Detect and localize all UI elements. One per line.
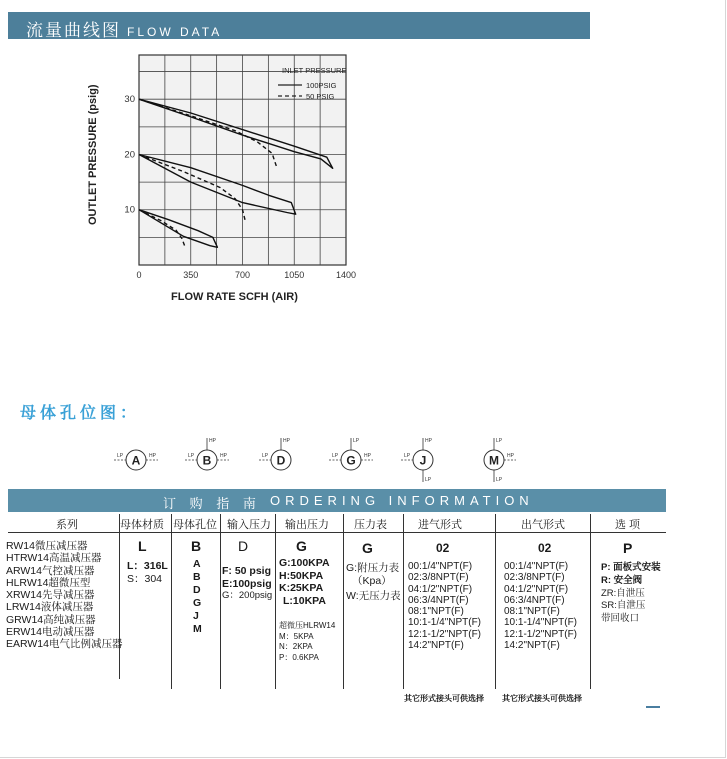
outlet-pressure-sub (279, 621, 335, 663)
inlet-form-item: 02:3/8NPT(F) (408, 572, 469, 584)
inlet-form-list (408, 561, 481, 651)
port-item: G (193, 597, 202, 609)
port-label: HP (283, 438, 290, 444)
header-gauge: 压力表 (354, 519, 387, 531)
outlet-form-item: 14:2"NPT(F) (504, 640, 560, 652)
title-en: FLOW DATA (127, 25, 223, 39)
x-tick-label: 1400 (335, 270, 357, 280)
title-cn: 流量曲线图 (26, 21, 121, 40)
port-diagram-j (401, 438, 433, 483)
header-port-position: 母体孔位 (173, 519, 217, 531)
outlet-form-item: 02:3/8NPT(F) (504, 572, 565, 584)
options-item: SR:自泄压 (601, 600, 646, 612)
ordering-title-en: ORDERING INFORMATION (270, 493, 534, 508)
port-item: D (193, 584, 201, 596)
outlet-form-list (504, 561, 577, 651)
x-tick-label: 350 (183, 270, 199, 280)
port-diagram-m (484, 438, 516, 483)
material-item: L：316L (127, 560, 168, 572)
outlet-pressure-item: G:100KPA (279, 557, 330, 569)
inlet-pressure-code: D (238, 538, 249, 554)
y-tick-label: 10 (124, 204, 135, 216)
outlet-pressure-sub-title: 超微压HLRW14 (279, 621, 336, 630)
outlet-note: 其它形式接头可供选择 (502, 694, 582, 703)
port-item: M (193, 623, 202, 635)
inlet-pressure-item: E:100psig (222, 577, 272, 590)
port-label: HP (364, 453, 371, 459)
port-diagram-b (185, 438, 229, 470)
header-underline (8, 532, 666, 533)
outlet-pressure-item: K:25KPA (279, 582, 324, 594)
port-item: A (193, 558, 201, 570)
port-label: LP (188, 453, 195, 459)
header-outlet-form: 出气形式 (521, 519, 565, 531)
port-code: B (191, 538, 202, 554)
legend-title: INLET PRESSURE (282, 66, 347, 75)
gauge-item: （Kpa） (352, 574, 392, 587)
header-options: 选 项 (615, 519, 641, 531)
material-item: S：304 (127, 573, 163, 585)
series-item: XRW14先导减压器 (6, 589, 95, 602)
outlet-form-item: 08:1"NPT(F) (504, 606, 560, 618)
port-letter: A (131, 453, 141, 468)
inlet-form-item: 12:1-1/2"NPT(F) (408, 628, 482, 640)
col-sep-2 (171, 514, 172, 689)
outlet-form-item: 00:1/4"NPT(F) (504, 561, 569, 572)
port-label: LP (496, 477, 503, 483)
x-tick-label: 0 (136, 270, 142, 280)
series-item: LRW14液体减压器 (6, 601, 94, 614)
header-outlet-pressure: 输出压力 (285, 519, 329, 531)
options-item: ZR:自泄压 (601, 587, 645, 599)
series-item: HLRW14超微压型 (6, 576, 91, 589)
gauge-item: W:无压力表 (346, 590, 401, 602)
ordering-title-cn: 订 购 指 南 (163, 496, 261, 511)
port-label: LP (332, 453, 339, 459)
port-letter: M (489, 453, 499, 468)
outlet-form-item: 10:1-1/4"NPT(F) (504, 617, 578, 629)
port-diagrams (0, 428, 727, 488)
col-sep-7 (495, 514, 496, 689)
options-list (601, 562, 661, 626)
inlet-form-item: 08:1"NPT(F) (408, 606, 464, 618)
ports-title: 母体孔位图： (20, 405, 141, 422)
options-item: R: 安全阀 (601, 574, 643, 586)
material-code: L (138, 538, 147, 554)
col-sep-5 (343, 514, 344, 689)
inlet-pressure-item: G：200psig (222, 590, 273, 601)
y-tick-label: 30 (124, 94, 135, 106)
outlet-pressure-sub-item: P：0.6KPA (279, 652, 319, 662)
inlet-pressure-item: F: 50 psig (222, 565, 272, 577)
inlet-form-item: 14:2"NPT(F) (408, 640, 464, 652)
outlet-pressure-sub-item: N：2KPA (279, 642, 313, 651)
port-label: LP (404, 453, 411, 459)
port-label: LP (496, 438, 503, 444)
series-item: GRW14高纯减压器 (6, 613, 96, 626)
outlet-form-item: 12:1-1/2"NPT(F) (504, 628, 578, 640)
header-inlet-pressure: 输入压力 (227, 519, 271, 531)
port-letter: B (202, 453, 212, 468)
series-item: HTRW14高温减压器 (6, 552, 102, 565)
legend-label: 50 PSIG (306, 92, 335, 101)
port-label: HP (425, 438, 432, 444)
gauge-item: G:附压力表 (346, 562, 400, 574)
inlet-form-item: 06:3/4NPT(F) (408, 594, 469, 606)
port-diagram-a (114, 450, 158, 470)
port-item: J (193, 610, 199, 622)
port-letter: D (276, 453, 286, 468)
series-item: EARW14电气比例减压器 (6, 638, 123, 651)
header-series: 系列 (56, 519, 78, 531)
x-axis-label: FLOW RATE SCFH (AIR) (171, 291, 298, 303)
port-label: LP (425, 477, 432, 483)
col-sep-3 (220, 514, 221, 689)
legend-label: 100PSIG (306, 81, 337, 90)
port-label: HP (209, 438, 216, 444)
series-list (6, 540, 123, 651)
inlet-form-item: 10:1-1/4"NPT(F) (408, 617, 482, 629)
port-label: LP (353, 438, 360, 444)
gauge-code: G (362, 540, 373, 556)
port-list (193, 558, 202, 636)
col-sep-8 (590, 514, 591, 689)
y-tick-label: 20 (124, 149, 135, 161)
options-code: P (623, 540, 633, 556)
col-sep-4 (275, 514, 276, 689)
port-letter: J (419, 453, 427, 468)
series-item: RW14微压减压器 (6, 540, 88, 552)
header-inlet-form: 进气形式 (418, 519, 462, 531)
inlet-note: 其它形式接头可供选择 (404, 694, 484, 703)
material-list (127, 560, 168, 586)
options-item: P: 面板式安装 (601, 562, 661, 573)
decorative-dash (646, 706, 660, 708)
ordering-title-bar (8, 489, 666, 512)
gauge-list (346, 562, 401, 603)
port-item: B (193, 571, 201, 583)
port-label: LP (117, 453, 124, 459)
series-item: ERW14电动减压器 (6, 626, 95, 639)
outlet-pressure-list (279, 557, 330, 607)
port-diagram-g (329, 438, 373, 470)
inlet-form-item: 04:1/2"NPT(F) (408, 583, 473, 595)
outlet-form-item: 04:1/2"NPT(F) (504, 583, 569, 595)
outlet-pressure-sub-item: M：5KPA (279, 631, 314, 641)
port-label: HP (220, 453, 227, 459)
outlet-form-item: 06:3/4NPT(F) (504, 594, 565, 606)
inlet-form-code: 02 (436, 541, 450, 555)
port-diagram-d (259, 438, 291, 470)
inlet-pressure-list (222, 565, 272, 603)
outlet-form-code: 02 (538, 541, 552, 555)
port-label: HP (149, 453, 156, 459)
inlet-form-item: 00:1/4"NPT(F) (408, 561, 473, 572)
y-axis-label: OUTLET PRESSURE (psig) (87, 84, 99, 225)
port-label: LP (262, 453, 269, 459)
outlet-pressure-item: H:50KPA (279, 569, 324, 582)
col-sep-6 (403, 514, 404, 689)
port-letter: G (346, 453, 356, 468)
x-tick-label: 700 (234, 270, 251, 280)
outlet-pressure-code: G (296, 538, 307, 554)
outlet-pressure-item: L:10KPA (283, 594, 326, 607)
series-item: ARW14气控减压器 (6, 564, 95, 577)
options-item: 带回收口 (601, 613, 640, 625)
x-tick-label: 1050 (284, 270, 305, 280)
port-label: HP (507, 453, 514, 459)
header-material: 母体材质 (120, 519, 164, 531)
